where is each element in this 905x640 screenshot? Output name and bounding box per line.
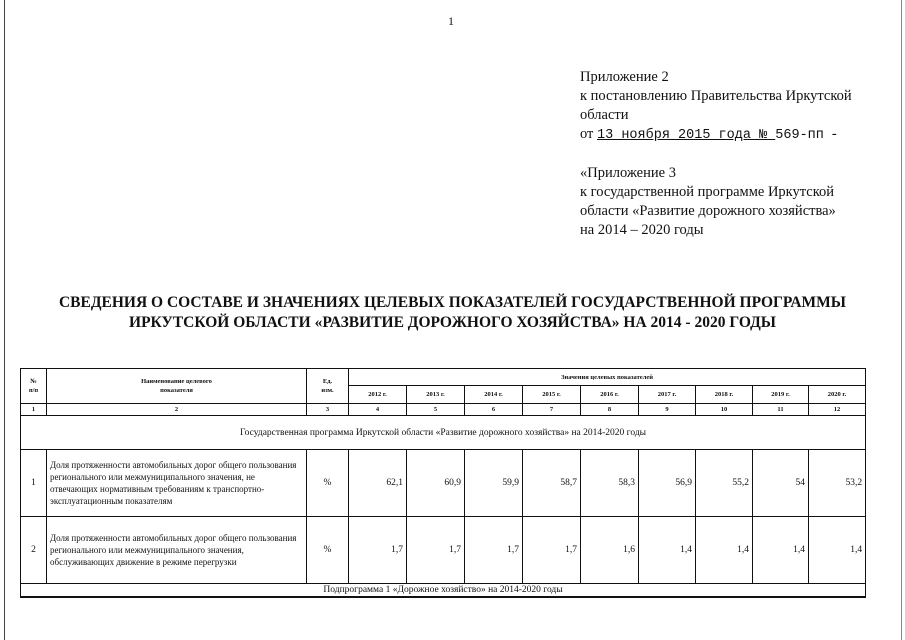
- column-number: 8: [581, 404, 639, 416]
- document-title-line2: ИРКУТСКОЙ ОБЛАСТИ «РАЗВИТИЕ ДОРОЖНОГО ХОЗЯЙСТВА» НА 2014 - 2020 ГОДЫ: [129, 314, 776, 331]
- header-unit-line1: Ед.: [322, 378, 333, 385]
- appendix-2-date-line: [580, 125, 852, 145]
- program-section-row: Государственная программа Иркутской области «Развитие дорожного хозяйства» на 2014-2020 годы: [21, 416, 866, 450]
- trailing-dash: -: [831, 126, 837, 142]
- appendix-2-block: [580, 68, 852, 145]
- value-2016: 58,3: [581, 450, 639, 517]
- number-prefix: №: [750, 128, 776, 143]
- value-2014: 59,9: [465, 450, 523, 517]
- header-year: 2013 г.: [407, 386, 465, 404]
- table-row: [21, 517, 866, 584]
- header-year: 2014 г.: [465, 386, 523, 404]
- column-number: 7: [523, 404, 581, 416]
- header-year: 2015 г.: [523, 386, 581, 404]
- column-number: 10: [696, 404, 753, 416]
- appendix-2-title: Приложение 2: [580, 69, 669, 85]
- row-index: 1: [21, 450, 47, 517]
- appendix-2-line2: к постановлению Правительства Иркутской: [580, 88, 852, 104]
- header-year: 2020 г.: [809, 386, 866, 404]
- decree-number: 569-пп: [775, 128, 824, 143]
- header-year: 2012 г.: [349, 386, 407, 404]
- document-title-line1: СВЕДЕНИЯ О СОСТАВЕ И ЗНАЧЕНИЯХ ЦЕЛЕВЫХ ПОКАЗАТЕЛЕЙ ГОСУДАРСТВЕННОЙ ПРОГРАММЫ: [58, 294, 847, 311]
- appendix-3-block: [580, 164, 836, 240]
- column-number: 5: [407, 404, 465, 416]
- value-2012: 1,7: [349, 517, 407, 584]
- appendix-3-line2: к государственной программе Иркутской: [580, 184, 835, 200]
- column-number: 4: [349, 404, 407, 416]
- subprogram-section-row: Подпрограмма 1 «Дорожное хозяйство» на 2014-2020 годы: [21, 584, 866, 598]
- indicator-unit: %: [307, 450, 349, 517]
- decree-date: 13 ноября 2015 года: [597, 128, 751, 143]
- value-2017: 56,9: [639, 450, 696, 517]
- column-number: 12: [809, 404, 866, 416]
- indicator-unit: %: [307, 517, 349, 584]
- header-name: [47, 369, 307, 404]
- indicator-name: Доля протяженности автомобильных дорог общего пользования регионального или межмуниципального значения, не отвечающих нормативным требованиям к транспортно-эксплуатационным показателям: [47, 450, 307, 517]
- value-2017: 1,4: [639, 517, 696, 584]
- header-name-line1: Наименование целевого: [141, 378, 212, 385]
- header-year: 2018 г.: [696, 386, 753, 404]
- header-year: 2017 г.: [639, 386, 696, 404]
- header-unit-line2: изм.: [321, 387, 334, 394]
- indicators-table: [20, 368, 866, 598]
- table-row: [21, 450, 866, 517]
- indicator-name: Доля протяженности автомобильных дорог общего пользования регионального или межмуниципального значения, обслуживающих движение в режиме перегрузки: [47, 517, 307, 584]
- header-num: [21, 369, 47, 404]
- value-2019: 1,4: [753, 517, 809, 584]
- value-2018: 55,2: [696, 450, 753, 517]
- header-name-line2: показателя: [160, 387, 193, 394]
- value-2020: 1,4: [809, 517, 866, 584]
- header-num-line2: п/п: [28, 387, 39, 394]
- header-values-group: Значения целевых показателей: [349, 369, 866, 386]
- header-year: 2016 г.: [581, 386, 639, 404]
- value-2015: 1,7: [523, 517, 581, 584]
- header-num-line1: №: [30, 378, 37, 385]
- appendix-2-line3: области: [580, 107, 629, 123]
- appendix-3-line4: на 2014 – 2020 годы: [580, 222, 704, 238]
- column-number: 1: [21, 404, 47, 416]
- column-number: 3: [307, 404, 349, 416]
- value-2014: 1,7: [465, 517, 523, 584]
- header-unit: [307, 369, 349, 404]
- value-2018: 1,4: [696, 517, 753, 584]
- column-number: 2: [47, 404, 307, 416]
- column-number: 11: [753, 404, 809, 416]
- header-year: 2019 г.: [753, 386, 809, 404]
- value-2015: 58,7: [523, 450, 581, 517]
- value-2013: 60,9: [407, 450, 465, 517]
- value-2016: 1,6: [581, 517, 639, 584]
- date-prefix: от: [580, 126, 598, 142]
- page-number: 1: [448, 14, 454, 28]
- appendix-3-title: «Приложение 3: [580, 165, 676, 181]
- column-number: 9: [639, 404, 696, 416]
- value-2019: 54: [753, 450, 809, 517]
- value-2020: 53,2: [809, 450, 866, 517]
- column-number: 6: [465, 404, 523, 416]
- appendix-3-line3: области «Развитие дорожного хозяйства»: [580, 203, 836, 219]
- value-2012: 62,1: [349, 450, 407, 517]
- value-2013: 1,7: [407, 517, 465, 584]
- document-title: [0, 293, 905, 333]
- row-index: 2: [21, 517, 47, 584]
